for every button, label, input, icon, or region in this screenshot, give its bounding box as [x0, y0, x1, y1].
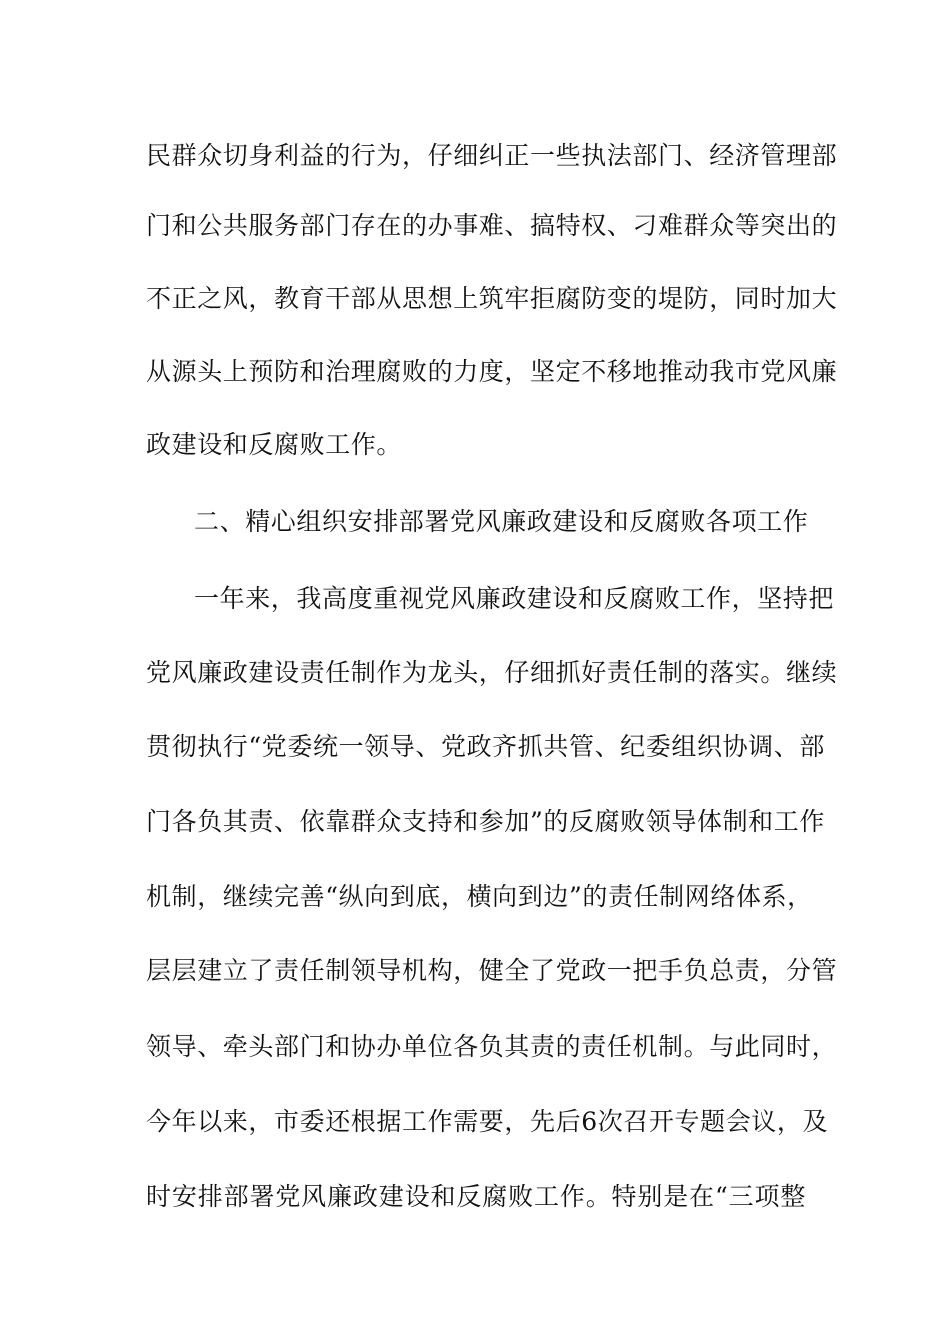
body-text-line: 机制，继续完善“纵向到底，横向到边”的责任制网络体系，: [146, 882, 813, 911]
body-text-line: 层层建立了责任制领导机构，健全了党政一把手负总责，分管: [146, 956, 838, 985]
body-text-line: 从源头上预防和治理腐败的力度，坚定不移地推动我市党风廉: [146, 357, 838, 386]
body-text-line: 门和公共服务部门存在的办事难、搞特权、刁难群众等突出的: [146, 211, 838, 240]
body-text-line: 民群众切身利益的行为，仔细纠正一些执法部门、经济管理部: [146, 141, 838, 170]
body-text-line: 门各负其责、依靠群众支持和参加”的反腐败领导体制和工作: [146, 807, 825, 836]
body-text-line: 一年来，我高度重视党风廉政建设和反腐败工作，坚持把: [194, 584, 835, 613]
body-text-line: 不正之风，教育干部从思想上筑牢拒腐防变的堤防，同时加大: [146, 284, 838, 313]
body-text-line: 贯彻执行“党委统一领导、党政齐抓共管、纪委组织协调、部: [146, 732, 825, 761]
body-text-line: 党风廉政建设责任制作为龙头，仔细抓好责任制的落实。继续: [146, 658, 838, 687]
body-text-line: 时安排部署党风廉政建设和反腐败工作。特别是在“三项整: [146, 1182, 806, 1211]
body-text-line: 政建设和反腐败工作。: [146, 430, 403, 459]
body-text-line: 今年以来，市委还根据工作需要，先后6次召开专题会议，及: [146, 1107, 829, 1136]
body-text-line: 领导、牵头部门和协办单位各负其责的责任机制。与此同时，: [146, 1032, 838, 1061]
section-heading: 二、精心组织安排部署党风廉政建设和反腐败各项工作: [194, 507, 809, 536]
